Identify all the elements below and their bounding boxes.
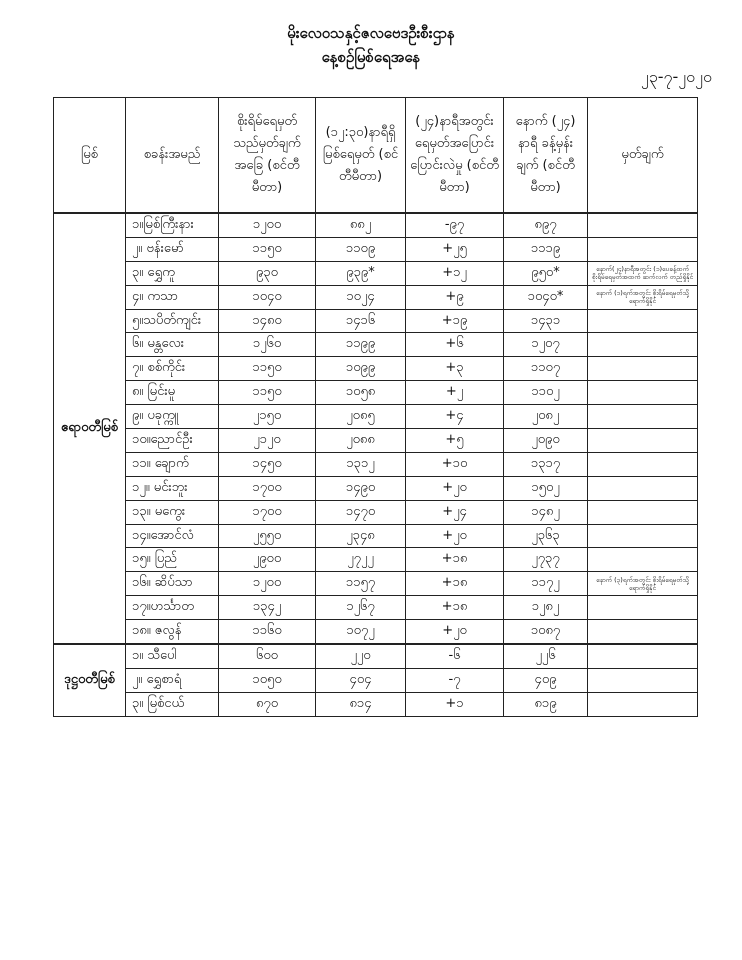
remark-cell	[588, 357, 698, 381]
current-level-cell: ၂၂၀	[316, 644, 406, 668]
current-level-cell: ၈၁၄	[316, 692, 406, 716]
remark-cell	[588, 405, 698, 429]
current-level-cell: ၂၀၈၅	[316, 405, 406, 429]
danger-level-cell: ၁၄၅၀	[219, 452, 316, 476]
change-cell: +၅	[406, 429, 504, 453]
current-level-cell: ၁၀၇၂	[316, 620, 406, 644]
change-cell: +၂၀	[406, 620, 504, 644]
report-subtitle: နေ့စဉ်မြစ်ရေအနေ	[321, 48, 421, 66]
current-level-cell: ၂၀၈၈	[316, 429, 406, 453]
change-cell: +၁၉	[406, 309, 504, 333]
table-row	[54, 237, 698, 261]
table-row	[54, 668, 698, 692]
danger-level-cell: ၂၅၅၀	[219, 524, 316, 548]
change-cell: +၁၈	[406, 572, 504, 596]
river-name-cell: ဧရာဝတီမြစ်	[54, 213, 126, 644]
change-cell: +၁၂	[406, 261, 504, 285]
current-level-cell: ၁၄၁၆	[316, 309, 406, 333]
forecast-cell: ၁၄၃၁	[504, 309, 588, 333]
station-cell: ၂။ ရွှေစာရံ	[126, 668, 219, 692]
forecast-cell: ၁၂၀၇	[504, 333, 588, 357]
station-cell: ၁၃။ မကွေး	[126, 500, 219, 524]
station-cell: ၁၄။အောင်လံ	[126, 524, 219, 548]
header-change: (၂၄)နာရီအတွင်း ရေမှတ်အပြောင်း ပြောင်းလဲမှု (စင်တီမီတာ)	[406, 98, 504, 214]
remark-cell: နောက် (၁)ရက်အတွင်း စိုးရိမ်ရေမှတ်သို့ ရောက်ရှိနိုင်	[588, 285, 698, 309]
header-river: မြစ်	[54, 98, 126, 214]
forecast-cell: ၈၉၇	[504, 213, 588, 237]
remark-cell	[588, 381, 698, 405]
river-name-cell: ဒုဋ္ဌဝတီမြစ်	[54, 644, 126, 716]
header-forecast: နောက် (၂၄) နာရီ ခန့်မှန်းချက် (စင်တီမီတာ)	[504, 98, 588, 214]
table-body	[54, 213, 698, 716]
forecast-cell: ၁၀၄၀*	[504, 285, 588, 309]
current-level-cell: ၁၀၂၄	[316, 285, 406, 309]
change-cell: +၆	[406, 333, 504, 357]
change-cell: +၂၅	[406, 237, 504, 261]
change-cell: +၁၈	[406, 596, 504, 620]
station-cell: ၄။ ကသာ	[126, 285, 219, 309]
remark-cell	[588, 213, 698, 237]
remark-cell	[588, 309, 698, 333]
current-level-cell: ၁၁၀၉	[316, 237, 406, 261]
station-cell: ၆။ မန္တလေး	[126, 333, 219, 357]
remark-cell	[588, 500, 698, 524]
header-station: စခန်းအမည်	[126, 98, 219, 214]
forecast-cell: ၁၁၀၇	[504, 357, 588, 381]
danger-level-cell: ၁၃၄၂	[219, 596, 316, 620]
station-cell: ၈။ မြင်းမူ	[126, 381, 219, 405]
remark-cell	[588, 644, 698, 668]
remark-cell	[588, 548, 698, 572]
forecast-cell: ၂၀၈၂	[504, 405, 588, 429]
danger-level-cell: ၂၉၀၀	[219, 548, 316, 572]
table-row	[54, 692, 698, 716]
remark-cell: နောက်(၂၄)နာရီအတွင်း (၁)ပေခန့်ထက် စိုးရိမ်ရေမှတ်အထက် ဆက်လက် တည်ရှိနိုင်	[588, 261, 698, 285]
table-row	[54, 620, 698, 644]
danger-level-cell: ၁၂၀၀	[219, 572, 316, 596]
table-row	[54, 452, 698, 476]
remark-cell	[588, 668, 698, 692]
header-remark: မှတ်ချက်	[588, 98, 698, 214]
station-cell: ၁၆။ ဆိပ်သာ	[126, 572, 219, 596]
current-level-cell: ၁၀၅၈	[316, 381, 406, 405]
change-cell: +၂	[406, 381, 504, 405]
danger-level-cell: ၁၀၅၀	[219, 668, 316, 692]
station-cell: ၂။ ဗန်းမော်	[126, 237, 219, 261]
remark-cell	[588, 452, 698, 476]
danger-level-cell: ၆၀၀	[219, 644, 316, 668]
header-current-level: (၁၂:၃၀)နာရီရှိ မြစ်ရေမှတ် (စင်တီမီတာ)	[316, 98, 406, 214]
table-row	[54, 596, 698, 620]
danger-level-cell: ၁၂၀၀	[219, 213, 316, 237]
station-cell: ၁၇။ဟင်္သာတ	[126, 596, 219, 620]
danger-level-cell: ၁၇၀၀	[219, 500, 316, 524]
table-row	[54, 213, 698, 237]
current-level-cell: ၉၃၉*	[316, 261, 406, 285]
table-row	[54, 476, 698, 500]
table-row	[54, 524, 698, 548]
report-date: ၂၃-၇-၂၀၂၀	[640, 67, 712, 86]
danger-level-cell: ၁၁၆၀	[219, 620, 316, 644]
table-row	[54, 285, 698, 309]
forecast-cell: ၁၅၀၂	[504, 476, 588, 500]
change-cell: -၇	[406, 668, 504, 692]
station-cell: ၅။သပိတ်ကျင်း	[126, 309, 219, 333]
change-cell: +၂၄	[406, 500, 504, 524]
current-level-cell: ၈၈၂	[316, 213, 406, 237]
change-cell: +၁	[406, 692, 504, 716]
change-cell: +၄	[406, 405, 504, 429]
table-row	[54, 381, 698, 405]
current-level-cell: ၁၃၁၂	[316, 452, 406, 476]
forecast-cell: ၁၁၀၂	[504, 381, 588, 405]
table-header-row	[54, 98, 698, 214]
forecast-cell: ၂၀၉၀	[504, 429, 588, 453]
report-title: မိုးလေဝသနှင့်ဇလဗေဒဦးစီးဌာန	[287, 24, 455, 42]
forecast-cell: ၈၁၉	[504, 692, 588, 716]
table-row	[54, 548, 698, 572]
station-cell: ၁။ သီပေါ	[126, 644, 219, 668]
forecast-cell: ၉၅၀*	[504, 261, 588, 285]
current-level-cell: ၂၃၄၈	[316, 524, 406, 548]
current-level-cell: ၁၁၉၉	[316, 333, 406, 357]
forecast-cell: ၂၇၃၇	[504, 548, 588, 572]
forecast-cell: ၂၂၆	[504, 644, 588, 668]
remark-cell	[588, 620, 698, 644]
station-cell: ၁၀။ညောင်ဦး	[126, 429, 219, 453]
table-row	[54, 644, 698, 668]
change-cell: +၁၀	[406, 452, 504, 476]
remark-cell	[588, 237, 698, 261]
danger-level-cell: ၁၄၈၀	[219, 309, 316, 333]
change-cell: +၂၀	[406, 524, 504, 548]
station-cell: ၃။ ရွှေကူ	[126, 261, 219, 285]
current-level-cell: ၁၁၅၇	[316, 572, 406, 596]
current-level-cell: ၁၂၆၇	[316, 596, 406, 620]
station-cell: ၃။ မြစ်ငယ်	[126, 692, 219, 716]
station-cell: ၁၁။ ချောက်	[126, 452, 219, 476]
change-cell: -၉၇	[406, 213, 504, 237]
remark-cell	[588, 692, 698, 716]
danger-level-cell: ၁၀၄၀	[219, 285, 316, 309]
forecast-cell: ၂၃၆၃	[504, 524, 588, 548]
table-row	[54, 333, 698, 357]
remark-cell	[588, 429, 698, 453]
table-row	[54, 357, 698, 381]
station-cell: ၉။ ပခုက္ကူ	[126, 405, 219, 429]
table-row	[54, 405, 698, 429]
station-cell: ၁။မြစ်ကြီးနား	[126, 213, 219, 237]
danger-level-cell: ၁၇၀၀	[219, 476, 316, 500]
forecast-cell: ၁၁၁၉	[504, 237, 588, 261]
station-cell: ၇။ စစ်ကိုင်း	[126, 357, 219, 381]
table-row	[54, 309, 698, 333]
remark-cell	[588, 596, 698, 620]
table-row	[54, 572, 698, 596]
station-cell: ၁၈။ ဇလွန်	[126, 620, 219, 644]
change-cell: +၂၀	[406, 476, 504, 500]
change-cell: -၆	[406, 644, 504, 668]
forecast-cell: ၁၃၁၇	[504, 452, 588, 476]
change-cell: +၃	[406, 357, 504, 381]
station-cell: ၁၂။ မင်းဘူး	[126, 476, 219, 500]
danger-level-cell: ၁၁၅၀	[219, 357, 316, 381]
remark-cell: နောက် (၃)ရက်အတွင်း စိုးရိမ်ရေမှတ်သို့ ရောက်ရှိနိုင်	[588, 572, 698, 596]
current-level-cell: ၂၇၂၂	[316, 548, 406, 572]
remark-cell	[588, 333, 698, 357]
danger-level-cell: ၁၁၅၀	[219, 237, 316, 261]
current-level-cell: ၁၄၉၀	[316, 476, 406, 500]
danger-level-cell: ၁၂၆၀	[219, 333, 316, 357]
current-level-cell: ၄၀၄	[316, 668, 406, 692]
remark-cell	[588, 476, 698, 500]
table-row	[54, 429, 698, 453]
current-level-cell: ၁၀၉၉	[316, 357, 406, 381]
change-cell: +၉	[406, 285, 504, 309]
forecast-cell: ၁၄၈၂	[504, 500, 588, 524]
danger-level-cell: ၈၇၀	[219, 692, 316, 716]
forecast-cell: ၄၀၉	[504, 668, 588, 692]
change-cell: +၁၈	[406, 548, 504, 572]
danger-level-cell: ၂၁၅၀	[219, 405, 316, 429]
table-row	[54, 261, 698, 285]
forecast-cell: ၁၁၇၂	[504, 572, 588, 596]
remark-cell	[588, 524, 698, 548]
table-row	[54, 500, 698, 524]
forecast-cell: ၁၀၈၇	[504, 620, 588, 644]
danger-level-cell: ၁၁၅၀	[219, 381, 316, 405]
station-cell: ၁၅။ ပြည်	[126, 548, 219, 572]
forecast-cell: ၁၂၈၂	[504, 596, 588, 620]
current-level-cell: ၁၄၇၀	[316, 500, 406, 524]
danger-level-cell: ၉၃၀	[219, 261, 316, 285]
river-level-table	[53, 97, 698, 717]
danger-level-cell: ၂၁၂၀	[219, 429, 316, 453]
header-danger-level: စိုးရိမ်ရေမှတ် သည်မှတ်ချက်အခြေ (စင်တီမီတာ)	[219, 98, 316, 214]
